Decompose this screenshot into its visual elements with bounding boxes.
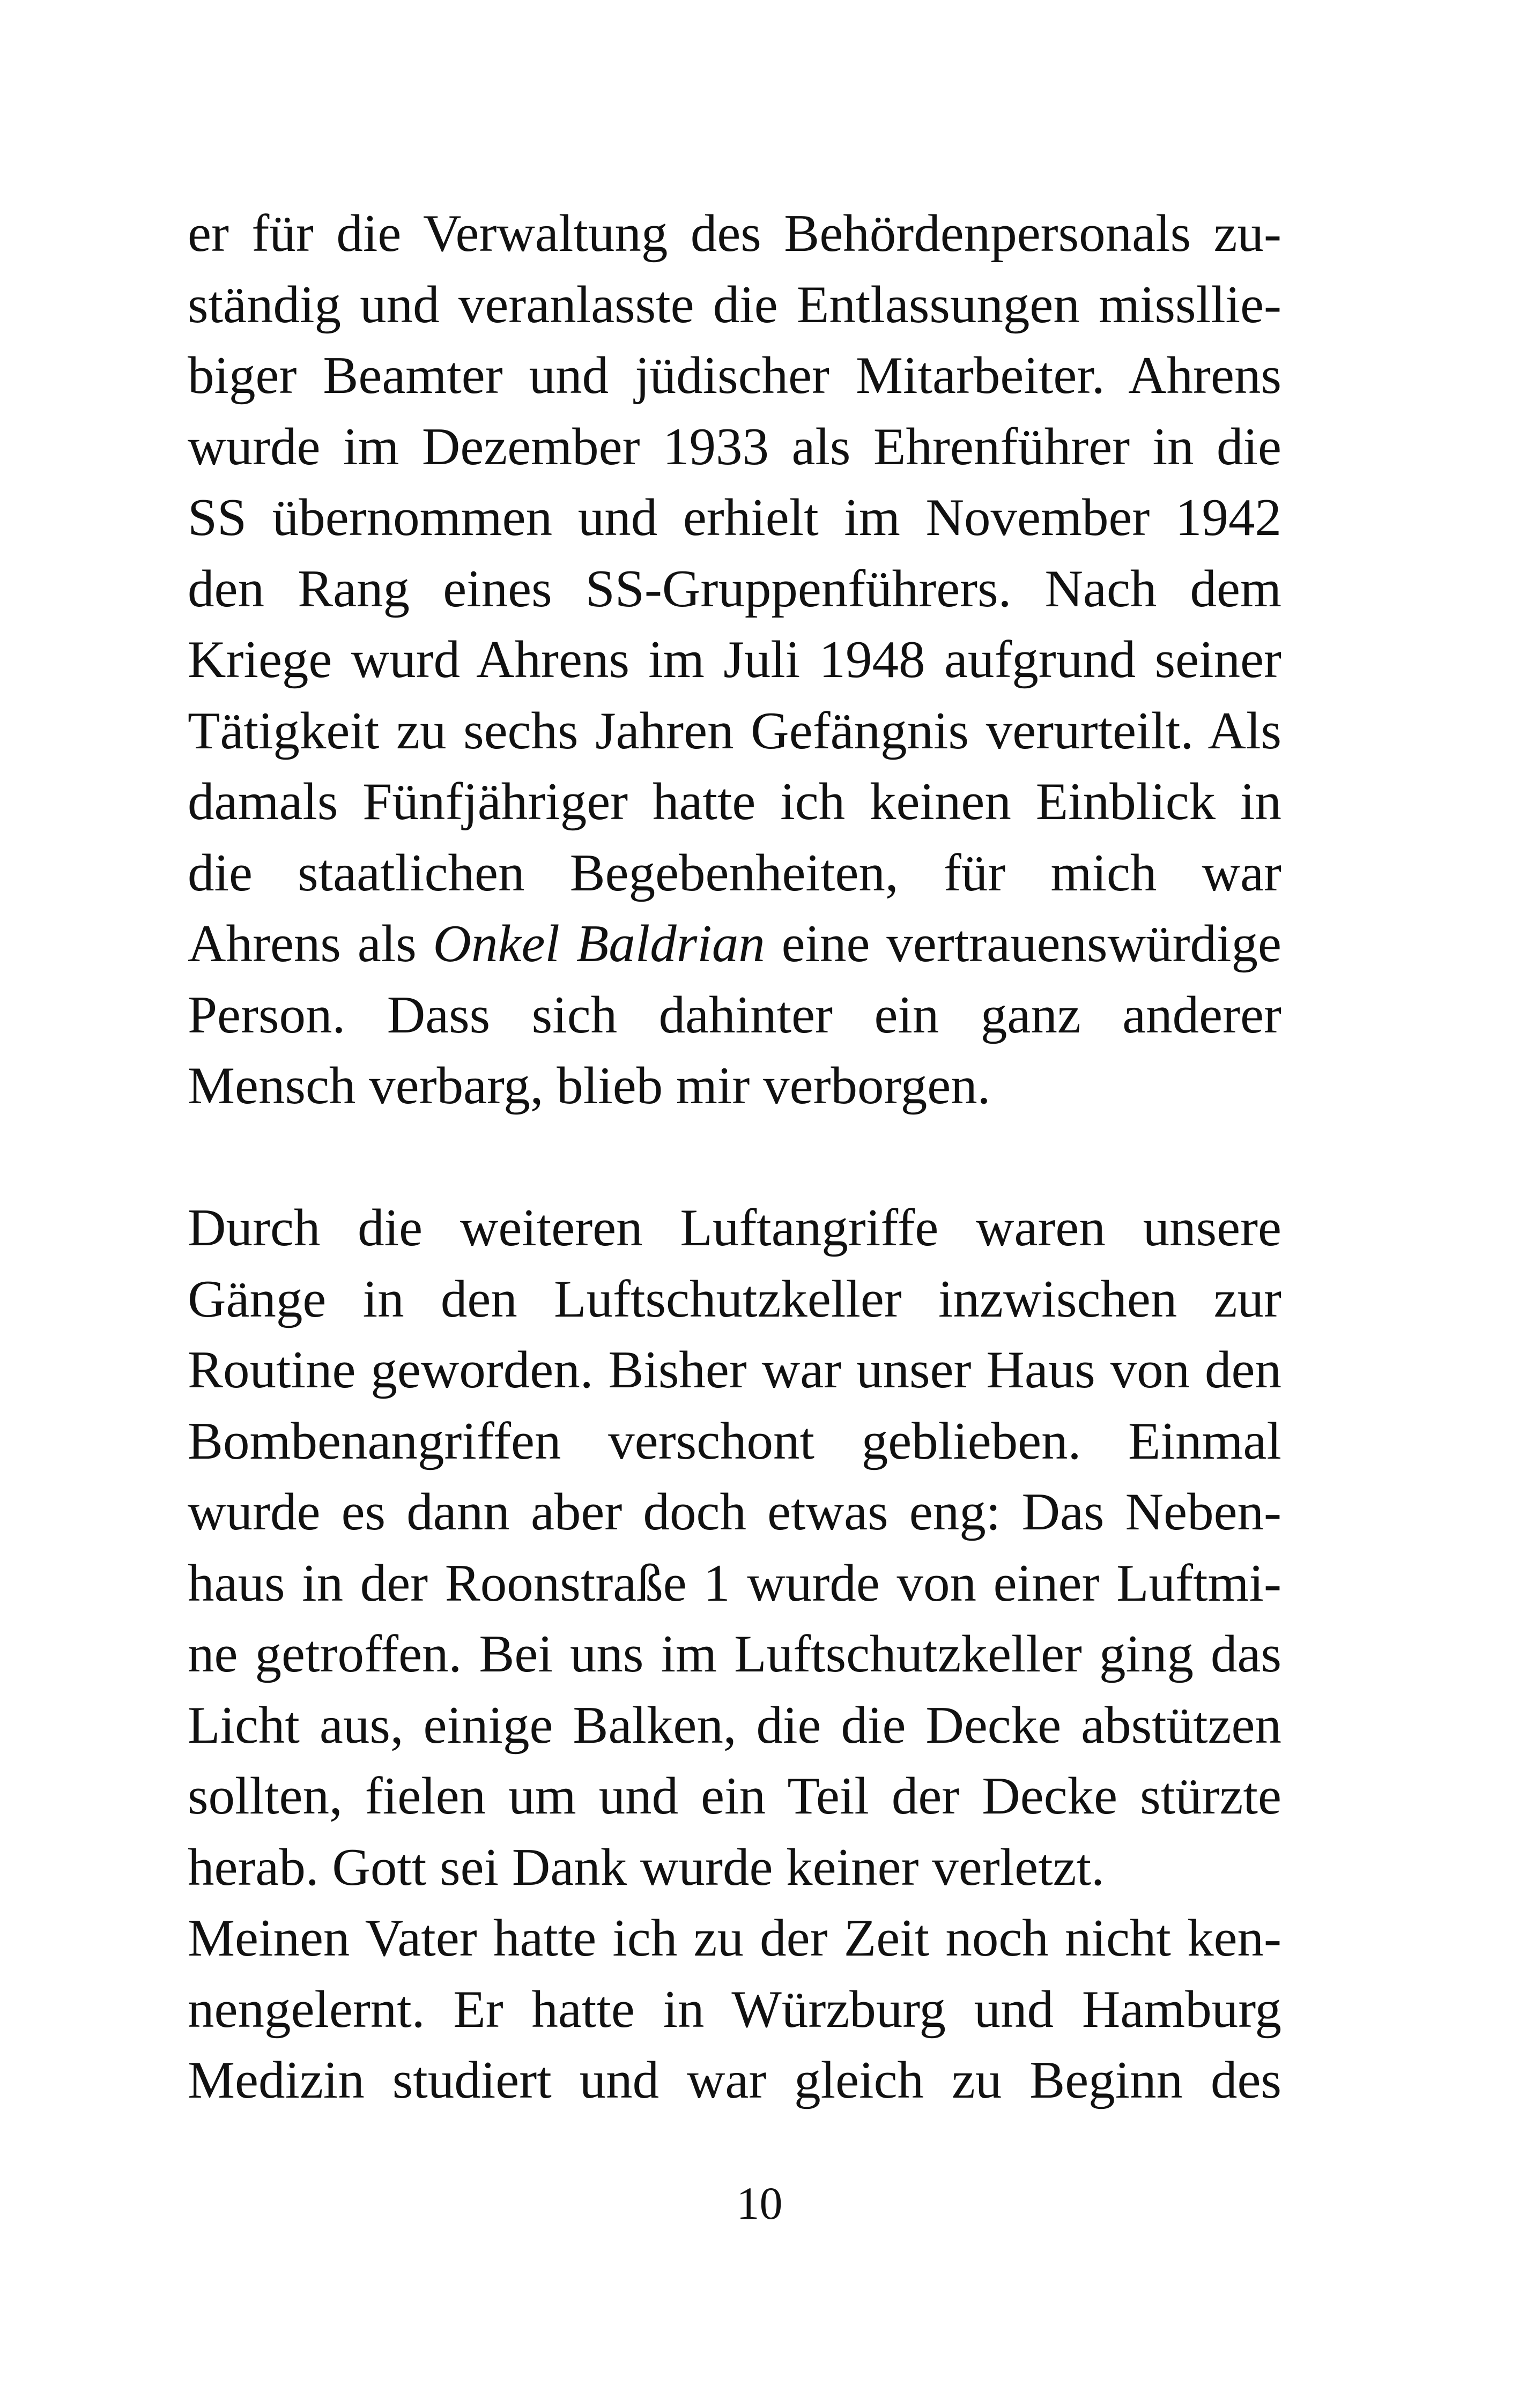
text-line: den Rang eines SS-Gruppenführers. Nach dem [188,559,1281,618]
text-line [188,909,1281,980]
text-line: Durch die weiteren Luftangriffe waren unsere [188,1199,1281,1257]
text-line: SS übernommen und erhielt im November 1942 [188,488,1281,547]
text-line: Licht aus, einige Balken, die die Decke abstützen [188,1696,1281,1755]
text-line: Gänge in den Luftschutzkeller inzwischen zur [188,1269,1281,1328]
text-line: Bombenangriffen verschont geblieben. Einmal [188,1411,1281,1470]
text-line: Mensch verbarg, blieb mir verborgen. [188,1057,991,1115]
italic-name: Onkel Baldrian [433,915,765,973]
text-line: Tätigkeit zu sechs Jahren Gefängnis verurteilt. Als [188,701,1281,760]
page-number: 10 [736,2177,783,2229]
text-line: haus in der Roonstraße 1 wurde von einer Luftmi- [188,1554,1281,1612]
text-line: wurde es dann aber doch etwas eng: Das Neben- [188,1483,1281,1541]
text-line: nengelernt. Er hatte in Würzburg und Hamburg [188,1980,1281,2039]
text-line: wurde im Dezember 1933 als Ehrenführer in die [188,417,1281,476]
text-line: Kriege wurd Ahrens im Juli 1948 aufgrund seiner [188,630,1281,689]
text-line: die staatlichen Begebenheiten, für mich war [188,843,1281,902]
text-line: ne getroffen. Bei uns im Luftschutzkeller ging das [188,1625,1281,1683]
text-line: Person. Dass sich dahinter ein ganz anderer [188,985,1281,1044]
text-line: er für die Verwaltung des Behördenpersonals zu- [188,204,1281,263]
text-line: ständig und veranlasste die Entlassungen missllie- [188,275,1281,334]
text-line: sollten, fielen um und ein Teil der Decke stürzte [188,1767,1281,1825]
text-line: Meinen Vater hatte ich zu der Zeit noch nicht ken- [188,1909,1281,1967]
text-line: biger Beamter und jüdischer Mitarbeiter. Ahrens [188,346,1281,405]
text-line: herab. Gott sei Dank wurde keiner verletzt. [188,1838,1105,1897]
text-segment: Ahrens als [188,915,433,973]
text-line: damals Fünfjähriger hatte ich keinen Einblick in [188,772,1281,831]
text-line: Routine geworden. Bisher war unser Haus von den [188,1341,1281,1399]
text-block-lower [188,1193,1281,2116]
text-line: Medizin studiert und war gleich zu Beginn des [188,2051,1281,2109]
text-segment: eine vertrauenswürdige [765,915,1281,973]
text-block-upper [188,198,1281,1122]
